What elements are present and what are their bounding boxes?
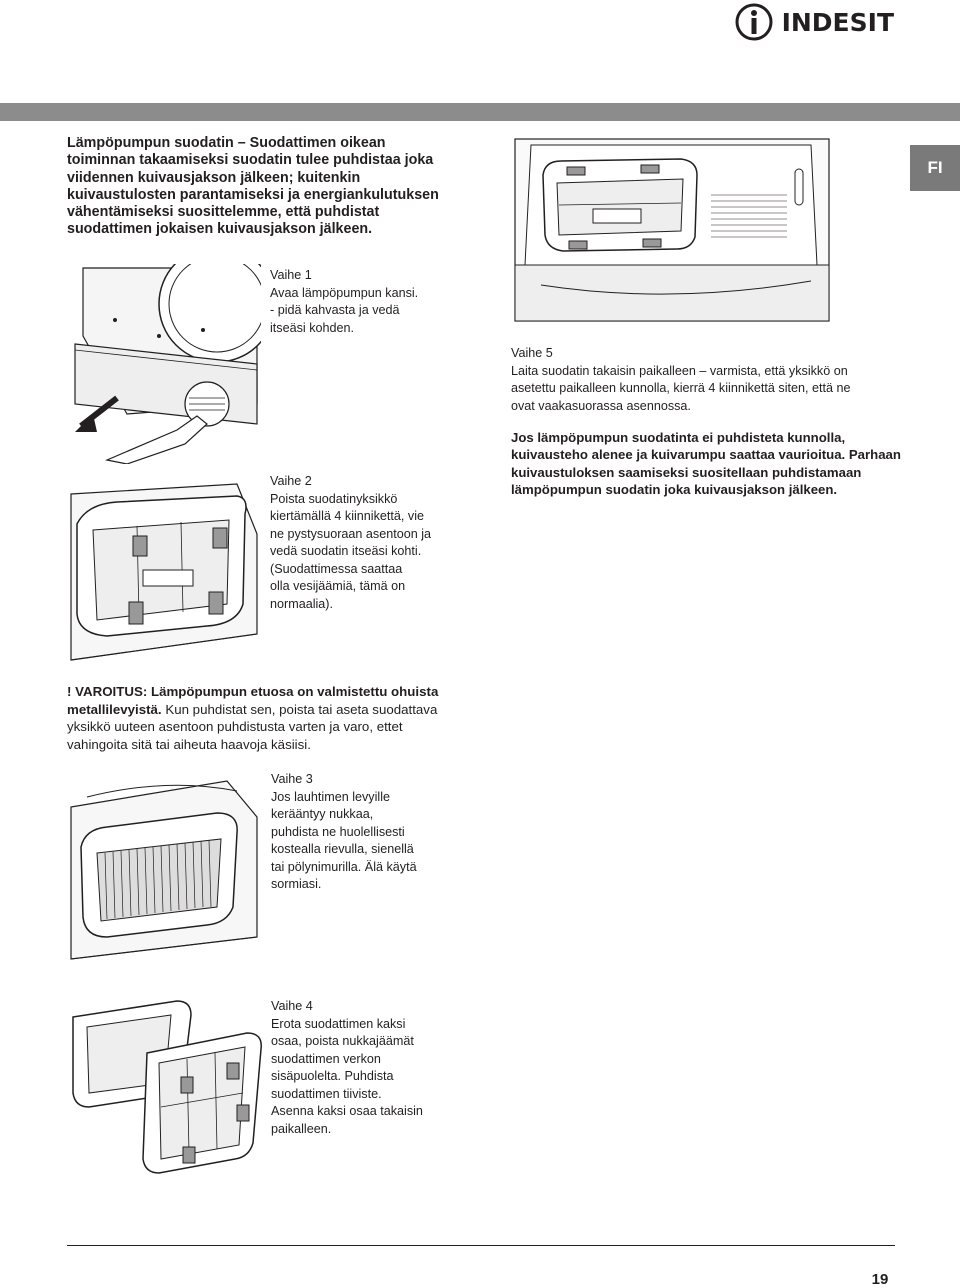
step-5-title: Vaihe 5 xyxy=(511,346,553,360)
filter-note: Jos lämpöpumpun suodatinta ei puhdisteta kunnolla, kuivausteho alenee ja kuivarumpu saattaa vaurioitua. Parhaan kuivaustuloksen saamiseksi suositellaan puhdistamaan lämpöpumpun suodatin joka kuivausjakson jälkeen. xyxy=(511,430,901,498)
step5-illustration xyxy=(511,135,833,325)
intro-text: Lämpöpumpun suodatin – Suodattimen oikean toiminnan takaamiseksi suodatin tulee puhdistaa joka viidennen kuivausjakson jälkeen; kuitenkin kuivaustulosten parantamiseksi ja energiankulutuksen vähentämiseksi suosittelemme, että puhdistat suodattimen jokaisen kuivausjakson jälkeen. xyxy=(67,135,439,238)
step-2-line-6: olla vesijäämiä, tämä on xyxy=(270,579,406,593)
step-5 xyxy=(511,345,931,415)
step-4-line-5: suodattimen tiiviste. xyxy=(271,1086,382,1101)
footer-rule xyxy=(67,1245,895,1246)
step-3-line-5: tai pölynimurilla. Älä käytä xyxy=(271,859,417,874)
warning-body: Kun puhdistat sen, poista tai aseta suodattava yksikkö uuteen asentoon puhdistusta varten ja varo, ettet vahingoita sitä tai aiheuta haavoja käsiisi. xyxy=(67,701,438,752)
step4-illustration xyxy=(67,997,267,1177)
step-3-line-1: Jos lauhtimen levyille xyxy=(271,789,390,804)
step-2-line-5: (Suodattimessa saattaa xyxy=(270,561,403,576)
step-4-line-6: Asenna kaksi osaa takaisin xyxy=(271,1104,423,1118)
step-4-line-3: suodattimen verkon xyxy=(271,1051,381,1066)
step-1-line-3: itseäsi kohden. xyxy=(270,320,355,335)
step2-illustration xyxy=(67,474,261,664)
step-4-line-7: paikalleen. xyxy=(271,1121,332,1136)
step-1-line-1: Avaa lämpöpumpun kansi. xyxy=(270,285,419,300)
step-1 xyxy=(270,267,470,337)
step-2-title: Vaihe 2 xyxy=(270,474,312,488)
warning-text xyxy=(67,683,457,753)
step-5-line-1: Laita suodatin takaisin paikalleen – varmista, että yksikkö on xyxy=(511,363,848,378)
step-4-line-2: osaa, poista nukkajäämät xyxy=(271,1034,414,1048)
language-tab: FI xyxy=(910,145,960,191)
step-2 xyxy=(270,473,470,613)
step3-illustration xyxy=(67,777,261,962)
warning-bold: ! VAROITUS: Lämpöpumpun etuosa on valmistettu ohuista metallilevyistä. xyxy=(67,684,439,717)
step-3-line-2: kerääntyy nukkaa, xyxy=(271,807,374,821)
step-5-line-3: ovat vaakasuorassa asennossa. xyxy=(511,398,691,413)
step-2-line-7: normaalia). xyxy=(270,596,333,611)
step-2-line-4: vedä suodatin itseäsi kohti. xyxy=(270,544,422,558)
step-3-line-4: kostealla rievulla, sienellä xyxy=(271,842,414,856)
step-3 xyxy=(271,771,471,894)
page-number: 19 xyxy=(871,1271,889,1288)
step-1-title: Vaihe 1 xyxy=(270,268,312,282)
step-4-title: Vaihe 4 xyxy=(271,999,313,1013)
header-band xyxy=(0,103,960,121)
step-3-line-3: puhdista ne huolellisesti xyxy=(271,824,405,839)
brand-name: INDESIT xyxy=(781,7,894,37)
step-4-line-1: Erota suodattimen kaksi xyxy=(271,1016,406,1031)
step-1-line-2: - pidä kahvasta ja vedä xyxy=(270,303,400,317)
brand-logo xyxy=(734,2,894,42)
step-2-line-2: kiertämällä 4 kiinnikettä, vie xyxy=(270,509,424,523)
step-5-line-2: asetettu paikalleen kunnolla, kierrä 4 kiinnikettä siten, että ne xyxy=(511,381,851,395)
step-3-line-6: sormiasi. xyxy=(271,877,322,891)
step-2-line-1: Poista suodatinyksikkö xyxy=(270,491,398,506)
step-4-line-4: sisäpuolelta. Puhdista xyxy=(271,1069,394,1083)
step-4 xyxy=(271,998,471,1138)
step-3-title: Vaihe 3 xyxy=(271,772,313,786)
step1-illustration xyxy=(67,264,261,464)
step-2-line-3: ne pystysuoraan asentoon ja xyxy=(270,526,432,541)
indesit-logo-icon xyxy=(734,2,774,42)
